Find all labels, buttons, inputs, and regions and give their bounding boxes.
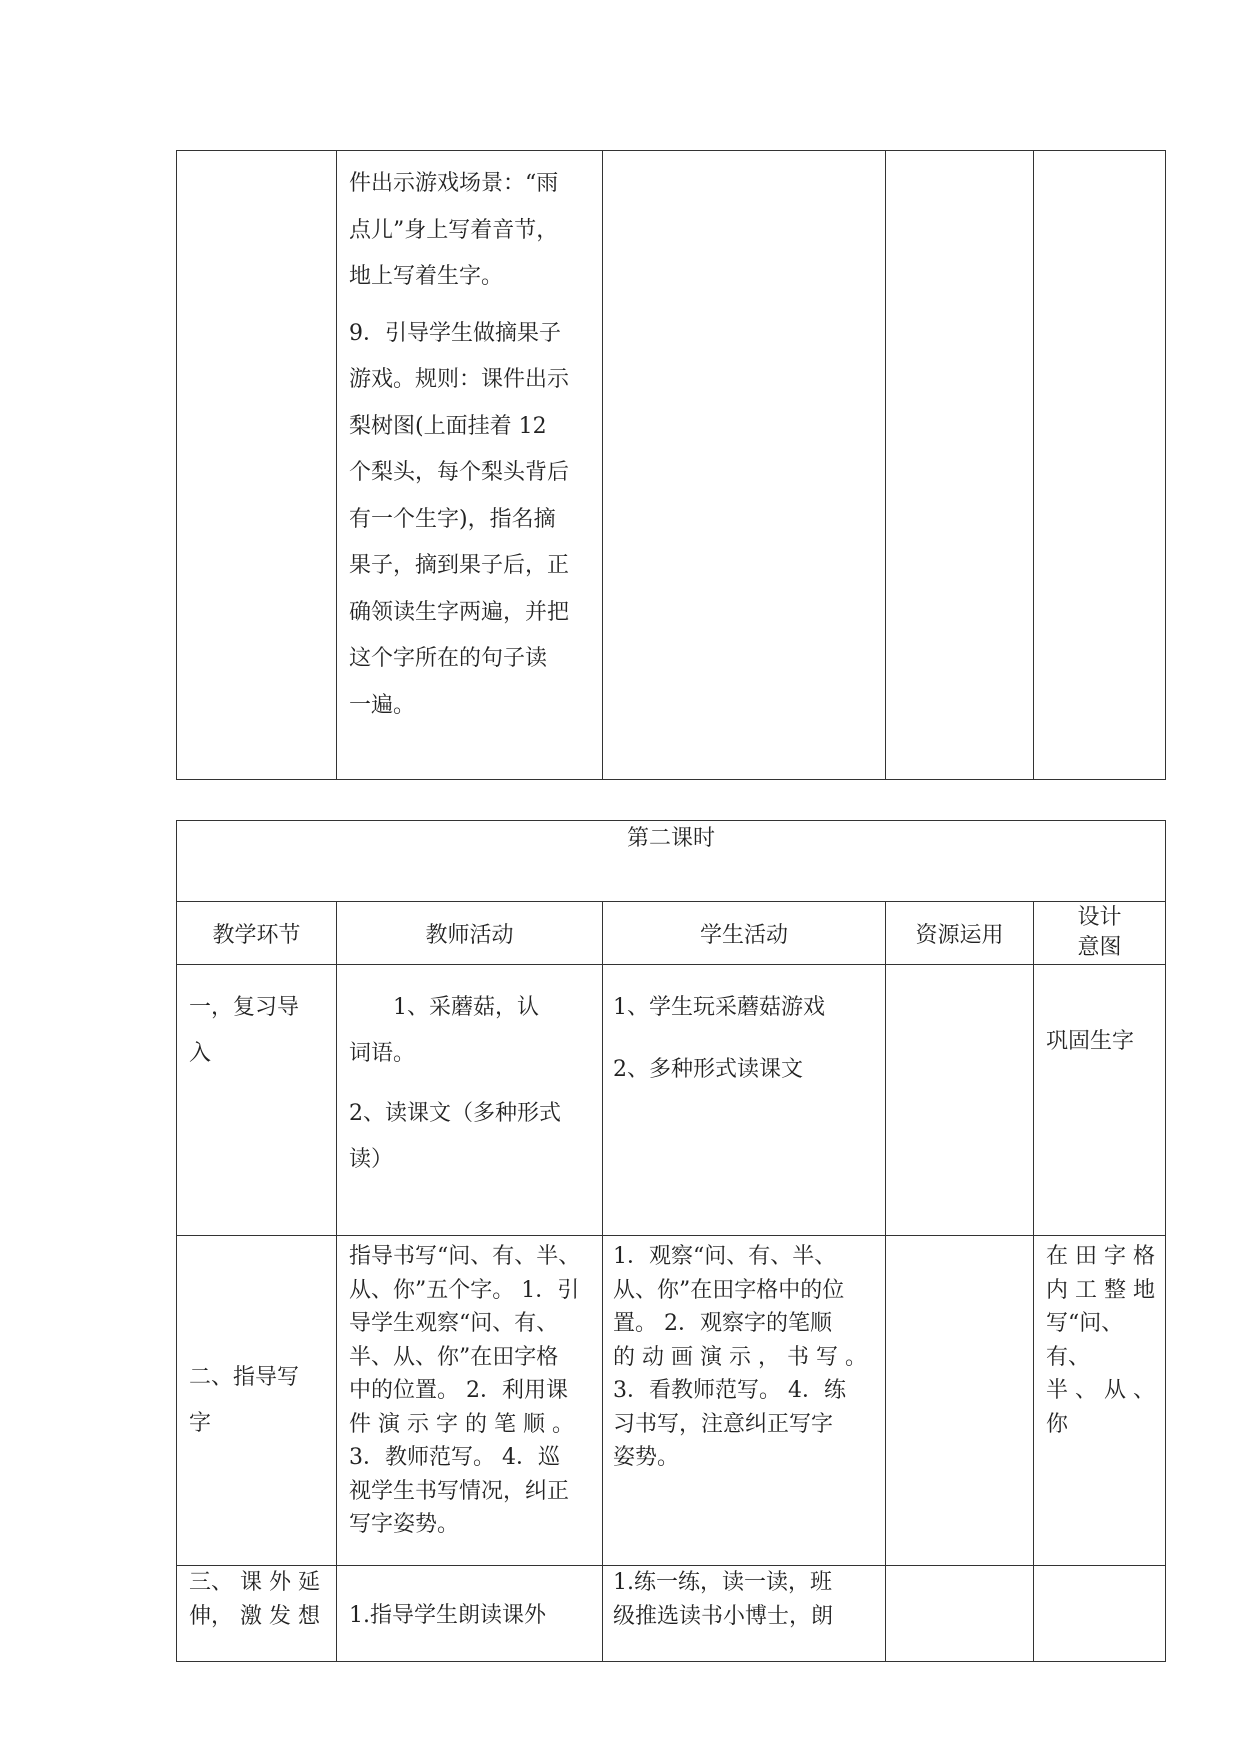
text-line: 半 、 从 、 [1046, 1378, 1155, 1403]
header-intent-line: 意图 [1077, 935, 1122, 960]
text-line: 的 动 画 演 示 ， 书 写 。 [613, 1344, 867, 1370]
resource-writing [886, 1236, 1034, 1566]
text-line: 1.指导学生朗读课外 [349, 1603, 546, 1628]
intent-extension [1034, 1566, 1166, 1662]
header-stage: 教学环节 [177, 902, 337, 965]
teacher-paragraph-2 [349, 311, 594, 730]
text-line: 你 [1046, 1411, 1069, 1437]
text-line: 字 [189, 1410, 212, 1436]
text-line: 从、你”在田字格中的位 [613, 1277, 845, 1303]
intent-cell [1034, 151, 1166, 780]
teacher-activity-cell [337, 151, 603, 780]
text-line: 2、多种形式读课文 [613, 1057, 803, 1082]
stage-writing [177, 1236, 337, 1566]
stage-extension [177, 1566, 337, 1662]
header-resource: 资源运用 [886, 902, 1034, 965]
lesson-table-second-period [176, 820, 1166, 1662]
text-line: 确领读生字两遍，并把 [349, 599, 570, 625]
header-student-activity: 学生活动 [603, 902, 886, 965]
text-line: 1、采蘑菇，认 [349, 995, 539, 1020]
text-line: 级推选读书小博士，朗 [613, 1603, 834, 1629]
text-line: 入 [189, 1041, 212, 1066]
teacher-extension [337, 1566, 603, 1662]
text-line: 1.练一练，读一读，班 [613, 1570, 832, 1595]
text-line: 写字姿势。 [349, 1512, 460, 1537]
lesson-table-continued [176, 150, 1166, 780]
header-design-intent [1034, 902, 1166, 965]
text-line: 一，复习导 [189, 995, 300, 1020]
text-line: 三、 课 外 延 [189, 1570, 320, 1595]
student-writing [603, 1236, 886, 1566]
text-line: 个梨头，每个梨头背后 [349, 460, 570, 485]
text-line: 读） [349, 1147, 394, 1172]
text-line: 件出示游戏场景：“雨 [349, 171, 559, 196]
text-line: 9．引导学生做摘果子 [349, 320, 561, 346]
text-line: 在 田 字 格 [1046, 1244, 1155, 1269]
text-line: 游戏。规则：课件出示 [349, 367, 570, 392]
header-intent-line: 设计 [1077, 905, 1122, 930]
text-line: 指导书写“问、有、半、 [349, 1244, 581, 1269]
text-line: 有一个生字)，指名摘 [349, 506, 556, 532]
text-line: 置。 2．观察字的笔顺 [613, 1311, 832, 1336]
text-line: 3．看教师范写。 4．练 [613, 1378, 846, 1403]
intent-writing [1034, 1236, 1166, 1566]
student-extension [603, 1566, 886, 1662]
text-line: 半、从、你”在田字格 [349, 1344, 559, 1370]
text-line: 视学生书写情况，纠正 [349, 1478, 570, 1504]
teacher-review [337, 965, 603, 1236]
text-line: 姿势。 [613, 1445, 680, 1470]
header-teacher-activity: 教师活动 [337, 902, 603, 965]
period-title: 第二课时 [177, 821, 1166, 902]
text-line: 伸， 激 发 想 [189, 1603, 320, 1629]
student-activity-cell [603, 151, 886, 780]
resource-extension [886, 1566, 1034, 1662]
text-line: 写“问、有、 [1046, 1311, 1124, 1370]
intent-review [1034, 965, 1166, 1236]
text-line: 件 演 示 字 的 笔 顺 。 [349, 1411, 574, 1437]
text-line: 点儿”身上写着音节， [349, 217, 559, 243]
teacher-writing [337, 1236, 603, 1566]
text-line: 梨树图(上面挂着 12 [349, 413, 547, 439]
text-line: 二、指导写 [189, 1364, 300, 1390]
text-line: 内 工 整 地 [1046, 1277, 1155, 1303]
text-line: 巩固生字 [1046, 1029, 1135, 1054]
stage-cell [177, 151, 337, 780]
teacher-paragraph-1 [349, 161, 594, 301]
text-line: 一遍。 [349, 692, 416, 718]
text-line: 习书写，注意纠正写字 [613, 1411, 834, 1437]
text-line: 地上写着生字。 [349, 264, 504, 289]
text-line: 1．观察“问、有、半、 [613, 1244, 837, 1269]
text-line: 从、你”五个字。 1．引 [349, 1277, 580, 1303]
text-line: 词语。 [349, 1041, 416, 1066]
text-line: 这个字所在的句子读 [349, 646, 548, 671]
text-line: 3．教师范写。 4．巡 [349, 1445, 560, 1470]
text-line: 2、读课文（多种形式 [349, 1101, 561, 1126]
text-line: 导学生观察“问、有、 [349, 1311, 559, 1336]
text-line: 中的位置。 2．利用课 [349, 1378, 568, 1403]
resource-review [886, 965, 1034, 1236]
text-line: 1、学生玩采蘑菇游戏 [613, 995, 825, 1020]
text-line: 果子，摘到果子后，正 [349, 553, 570, 578]
stage-review [177, 965, 337, 1236]
student-review [603, 965, 886, 1236]
resource-cell [886, 151, 1034, 780]
